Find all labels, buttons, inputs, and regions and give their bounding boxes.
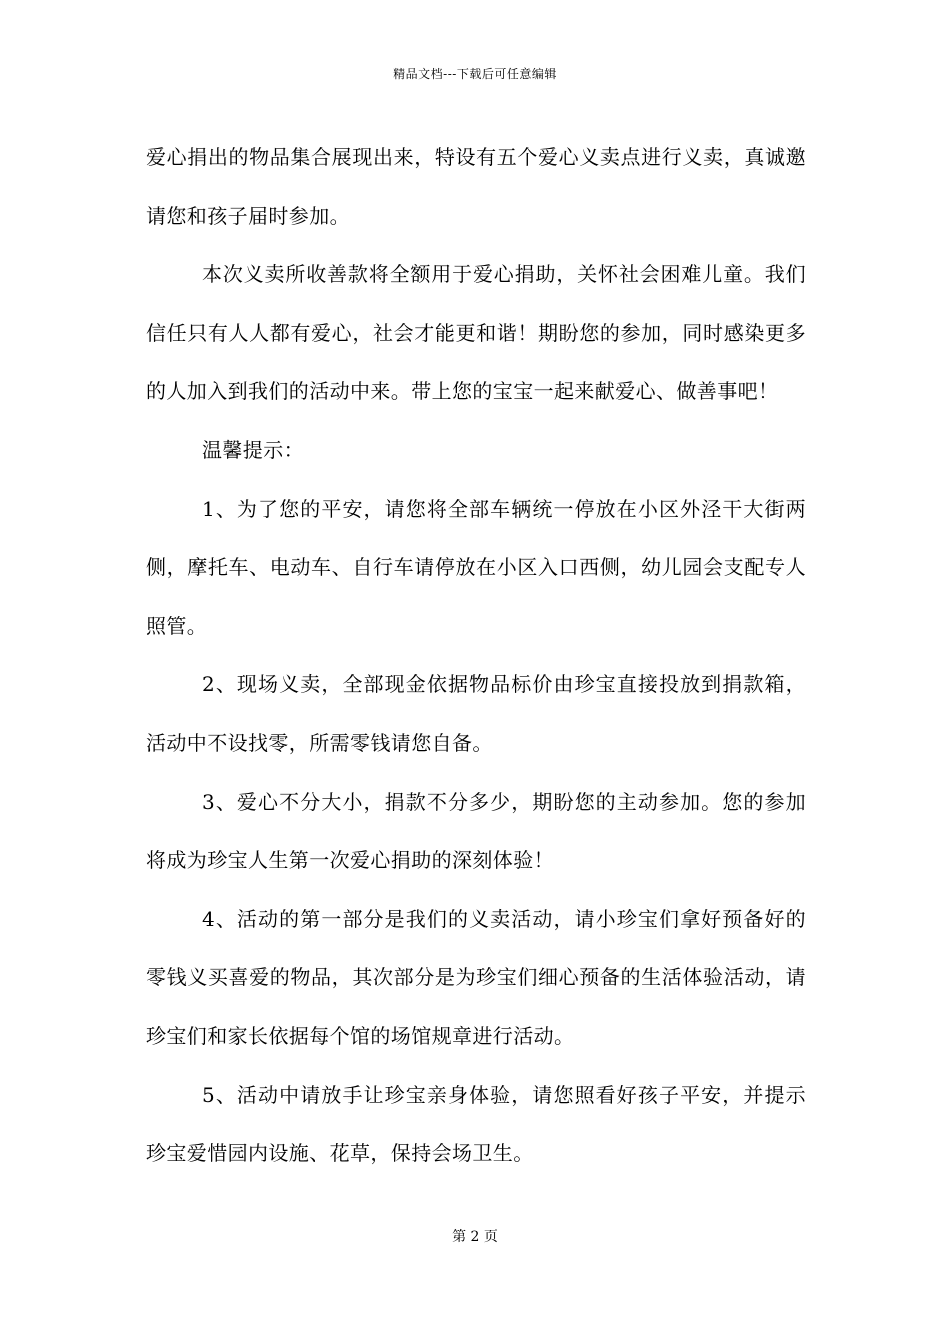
paragraph-tip-1: 1、为了您的平安，请您将全部车辆统一停放在小区外泾干大街两侧，摩托车、电动车、自行车请停放在小区入口西侧，幼儿园会支配专人照管。 [146,496,806,638]
paragraph-donation-purpose: 本次义卖所收善款将全额用于爱心捐助，关怀社会困难儿童。我们信任只有人人都有爱心，社会才能更和谐！期盼您的参加，同时感染更多的人加入到我们的活动中来。带上您的宝宝一起来献爱心、做善事吧！ [146,262,806,404]
paragraph-tip-4: 4、活动的第一部分是我们的义卖活动，请小珍宝们拿好预备好的零钱义买喜爱的物品，其次部分是为珍宝们细心预备的生活体验活动，请珍宝们和家长依据每个馆的场馆规章进行活动。 [146,906,806,1048]
paragraph-tip-2: 2、现场义卖，全部现金依据物品标价由珍宝直接投放到捐款箱，活动中不设找零，所需零钱请您自备。 [146,672,806,755]
document-body [146,128,806,1183]
page-number: 第 2 页 [452,1229,498,1245]
paragraph-tip-3: 3、爱心不分大小，捐款不分多少，期盼您的主动参加。您的参加将成为珍宝人生第一次爱心捐助的深刻体验！ [146,789,806,873]
paragraph-tip-5: 5、活动中请放手让珍宝亲身体验，请您照看好孩子平安，并提示珍宝爱惜园内设施、花草，保持会场卫生。 [146,1082,806,1166]
paragraph-continuation: 爱心捐出的物品集合展现出来，特设有五个爱心义卖点进行义卖，真诚邀请您和孩子届时参加。 [146,145,806,228]
paragraph-tips-heading: 温馨提示： [202,437,304,462]
page-header: 精品文档---下载后可任意编辑 [393,67,557,81]
